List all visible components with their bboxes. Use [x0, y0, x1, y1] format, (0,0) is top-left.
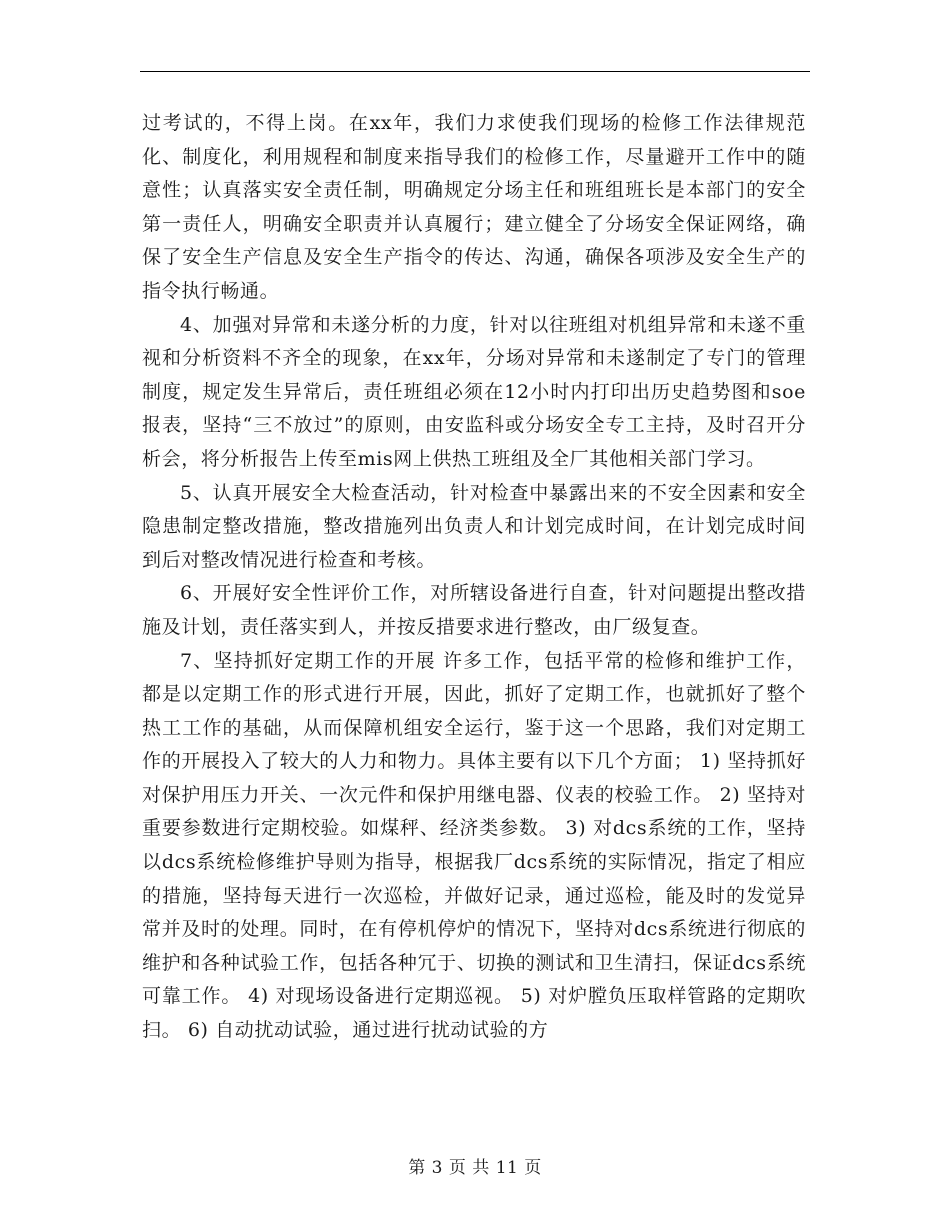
header-rule [140, 71, 810, 72]
document-body [142, 107, 806, 1048]
page-number-footer: 第 3 页 共 11 页 [408, 1158, 542, 1178]
paragraph-item-7: 7、坚持抓好定期工作的开展 许多工作，包括平常的检修和维护工作，都是以定期工作的形式进行开展，因此，抓好了定期工作，也就抓好了整个热工工作的基础，从而保障机组安全运行，鉴于这一个思路，我们对定期工作的开展投入了较大的人力和物力。具体主要有以下几个方面； 1) 坚持抓好对保护用压力开关、一次元件和保护用继电器、仪表的校验工作。 2) 坚持对重要参数进行定期校验。如煤秤、经济类参数。 3) 对dcs系统的工作，坚持以dcs系统检修维护导则为指导，根据我厂dcs系统的实际情况，指定了相应的措施，坚持每天进行一次巡检，并做好记录，通过巡检，能及时的发觉异常并及时的处理。同时，在有停机停炉的情况下，坚持对dcs系统进行彻底的维护和各种试验工作，包括各种冗于、切换的测试和卫生清扫，保证dcs系统可靠工作。 4) 对现场设备进行定期巡视。 5) 对炉膛负压取样管路的定期吹扫。 6) 自动扰动试验，通过进行扰动试验的方 [142, 649, 806, 1042]
paragraph-item-6: 6、开展好安全性评价工作，对所辖设备进行自查，针对问题提出整改措施及计划，责任落实到人，并按反措要求进行整改，由厂级复查。 [142, 582, 806, 638]
paragraph-item-5: 5、认真开展安全大检查活动，针对检查中暴露出来的不安全因素和安全隐患制定整改措施，整改措施列出负责人和计划完成时间，在计划完成时间到后对整改情况进行检查和考核。 [142, 481, 806, 571]
paragraph-item-4: 4、加强对异常和未遂分析的力度，针对以往班组对机组异常和未遂不重视和分析资料不齐全的现象，在xx年，分场对异常和未遂制定了专门的管理制度，规定发生异常后，责任班组必须在12小时内打印出历史趋势图和soe报表，坚持“三不放过”的原则，由安监科或分场安全专工主持，及时召开分析会，将分析报告上传至mis网上供热工班组及全厂其他相关部门学习。 [142, 313, 806, 470]
paragraph-continuation: 过考试的，不得上岗。在xx年，我们力求使我们现场的检修工作法律规范化、制度化，利用规程和制度来指导我们的检修工作，尽量避开工作中的随意性；认真落实安全责任制，明确规定分场主任和班组班长是本部门的安全第一责任人，明确安全职责并认真履行；建立健全了分场安全保证网络，确保了安全生产信息及安全生产指令的传达、沟通，确保各项涉及安全生产的指令执行畅通。 [142, 112, 806, 302]
